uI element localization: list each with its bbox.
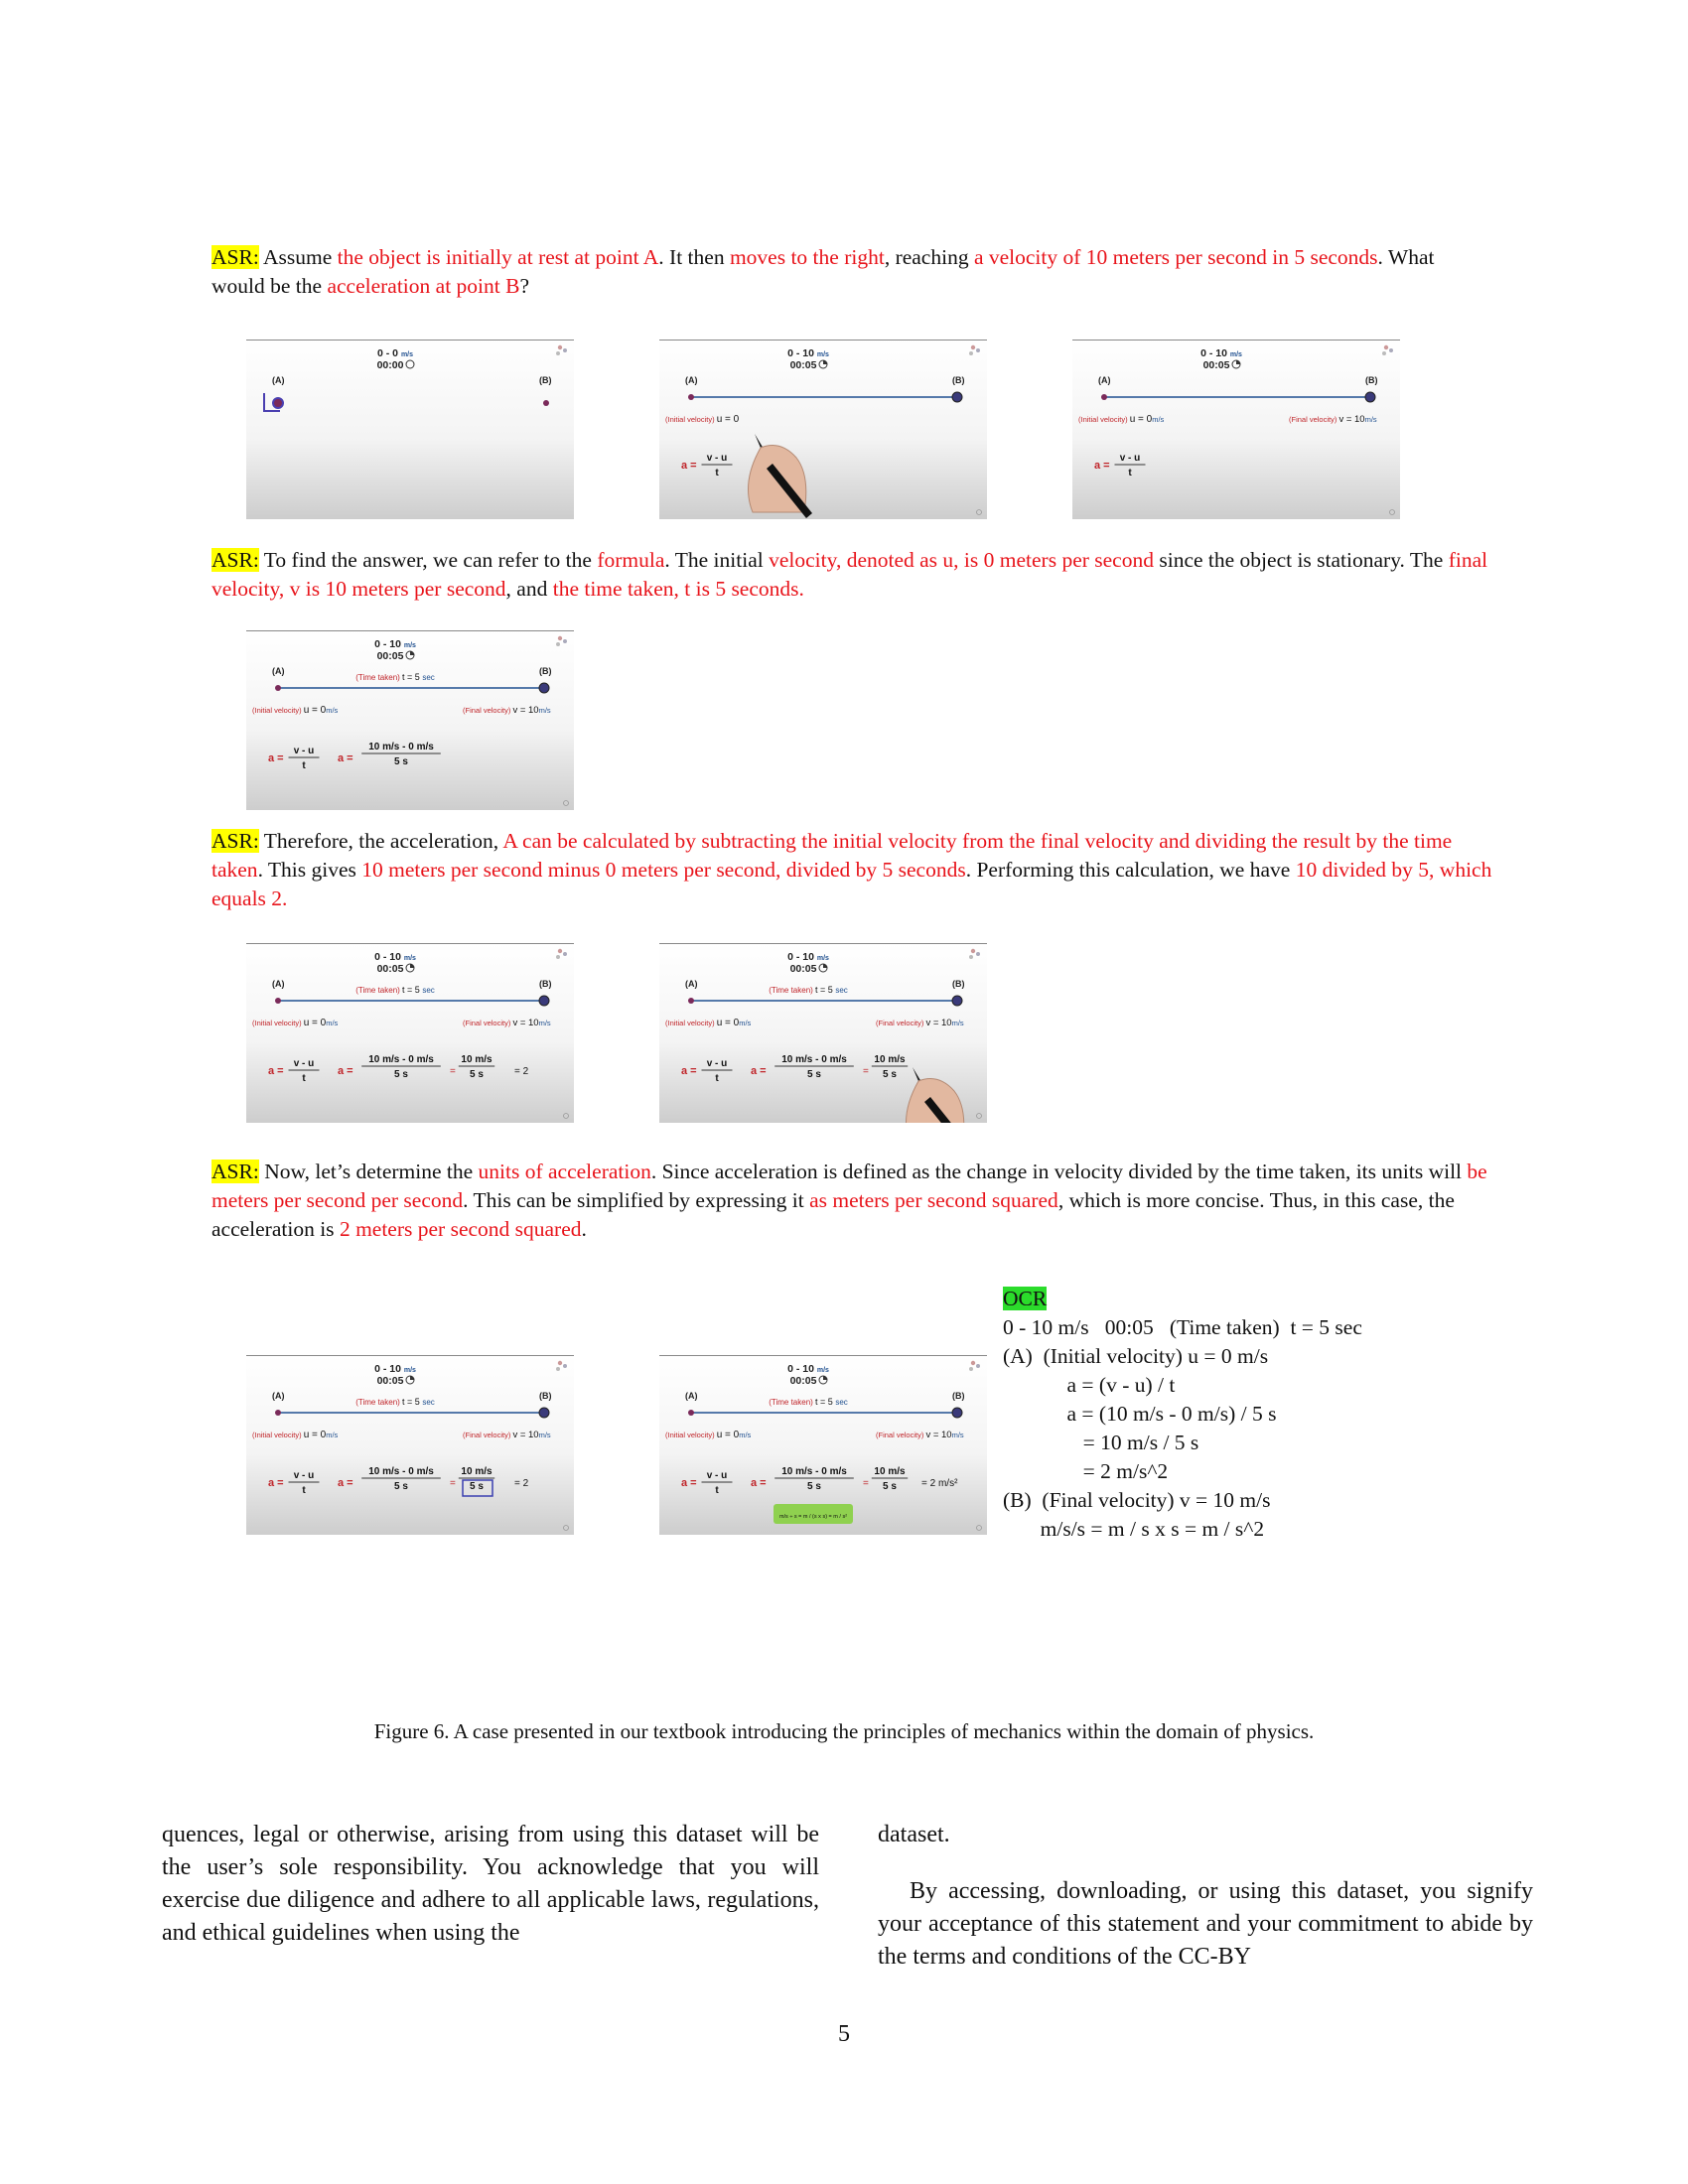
substitution-numerator: 10 m/s - 0 m/s bbox=[368, 1054, 434, 1065]
asr-tag: ASR: bbox=[211, 1160, 259, 1183]
asr-paragraph-3 bbox=[211, 827, 1492, 913]
point-a-marker bbox=[688, 394, 694, 400]
substitution-denominator: 5 s bbox=[394, 756, 408, 767]
acceleration-symbol: a = bbox=[338, 1065, 353, 1077]
final-velocity-label: (Final velocity) v = 10m/s bbox=[463, 1430, 551, 1440]
video-frame-6 bbox=[659, 943, 987, 1123]
final-velocity-label: (Final velocity) v = 10m/s bbox=[876, 1430, 964, 1440]
result-text: = 2 bbox=[514, 1478, 529, 1489]
result-text: = 2 m/s² bbox=[921, 1478, 958, 1489]
point-a-marker bbox=[275, 685, 281, 691]
acceleration-symbol: a = bbox=[268, 1065, 284, 1077]
formula-numerator: v - u bbox=[706, 453, 728, 464]
substitution-denominator: 5 s bbox=[394, 1481, 408, 1492]
frame-drawing bbox=[659, 1355, 987, 1535]
page-number: 5 bbox=[838, 2021, 850, 2047]
asr-text: ? bbox=[519, 274, 529, 298]
asr-highlight-text: the time taken, t is 5 seconds. bbox=[552, 577, 804, 601]
ocr-line: = 10 m/s / 5 s bbox=[1003, 1431, 1199, 1454]
video-frame-8 bbox=[659, 1355, 987, 1535]
frame-background bbox=[246, 943, 574, 1123]
asr-text: . This gives bbox=[257, 858, 362, 882]
point-b-label: (B) bbox=[539, 375, 552, 385]
asr-text: since the object is stationary. The bbox=[1153, 548, 1449, 572]
point-a-marker bbox=[275, 1410, 281, 1416]
formula-numerator: v - u bbox=[293, 1058, 315, 1069]
asr-highlight-text: 2 meters per second squared bbox=[339, 1217, 582, 1241]
formula-numerator: v - u bbox=[706, 1470, 728, 1481]
asr-text: . The initial bbox=[664, 548, 770, 572]
asr-text: Therefore, the acceleration, bbox=[258, 829, 503, 853]
substitution-numerator: 10 m/s - 0 m/s bbox=[368, 742, 434, 752]
formula-numerator: v - u bbox=[1119, 453, 1141, 464]
point-b-marker bbox=[952, 1408, 962, 1418]
time-taken-label: (Time taken) t = 5 sec bbox=[769, 985, 848, 995]
speed-readout: 0 - 0 m/s bbox=[377, 347, 413, 359]
asr-tag: ASR: bbox=[211, 829, 259, 853]
speed-readout: 0 - 10 m/s bbox=[787, 1363, 829, 1375]
speed-readout: 0 - 10 m/s bbox=[1200, 347, 1242, 359]
formula-denominator: t bbox=[302, 760, 306, 771]
initial-velocity-label: (Initial velocity) u = 0m/s bbox=[252, 1018, 339, 1028]
point-a-label: (A) bbox=[272, 375, 285, 385]
point-b-label: (B) bbox=[952, 979, 965, 989]
point-b-label: (B) bbox=[952, 375, 965, 385]
ocr-line: 0 - 10 m/s 00:05 (Time taken) t = 5 sec bbox=[1003, 1315, 1362, 1339]
formula-denominator: t bbox=[302, 1073, 306, 1084]
equals-sign: = bbox=[450, 1478, 456, 1489]
asr-text: Now, let’s determine the bbox=[258, 1160, 479, 1183]
substitution-denominator: 5 s bbox=[807, 1481, 821, 1492]
initial-velocity-label: (Initial velocity) u = 0m/s bbox=[252, 705, 339, 716]
ocr-line: = 2 m/s^2 bbox=[1003, 1459, 1169, 1483]
point-b-label: (B) bbox=[539, 979, 552, 989]
point-a-label: (A) bbox=[272, 666, 285, 676]
equals-sign: = bbox=[863, 1066, 869, 1077]
point-b-marker bbox=[539, 996, 549, 1006]
asr-highlight-text: acceleration at point B bbox=[327, 274, 520, 298]
point-b-marker bbox=[952, 392, 962, 402]
point-a-label: (A) bbox=[272, 1391, 285, 1401]
asr-text: . bbox=[581, 1217, 587, 1241]
asr-highlight-text: A can be calculated by subtracting the initial velocity from the final velocity and dividing the result by the time taken bbox=[211, 829, 1453, 882]
asr-paragraph-2 bbox=[211, 546, 1492, 604]
initial-velocity-label: (Initial velocity) u = 0m/s bbox=[1078, 414, 1165, 425]
simplified-denominator: 5 s bbox=[470, 1481, 484, 1492]
point-a-marker bbox=[688, 998, 694, 1004]
asr-tag: ASR: bbox=[211, 548, 259, 572]
right-column-text-1: dataset. bbox=[878, 1822, 950, 1847]
asr-text: Assume bbox=[258, 245, 338, 269]
left-column-text: quences, legal or otherwise, arising from using this dataset will be the user’s sole responsibility. You acknowledge that you will exercise due diligence and adhere to all applicable laws, regulations, and ethical guidelines when using the bbox=[162, 1822, 819, 1946]
formula-denominator: t bbox=[302, 1485, 306, 1496]
point-b-marker bbox=[952, 996, 962, 1006]
acceleration-symbol: a = bbox=[1094, 460, 1110, 472]
substitution-numerator: 10 m/s - 0 m/s bbox=[781, 1466, 847, 1477]
units-box-text: m/s ÷ s = m / (s x s) = m / s² bbox=[778, 1514, 848, 1520]
formula-numerator: v - u bbox=[706, 1058, 728, 1069]
speed-readout: 0 - 10 m/s bbox=[787, 951, 829, 963]
asr-paragraph-1 bbox=[211, 243, 1492, 301]
acceleration-symbol: a = bbox=[751, 1477, 767, 1489]
asr-text: . Performing this calculation, we have bbox=[965, 858, 1296, 882]
substitution-denominator: 5 s bbox=[807, 1069, 821, 1080]
time-taken-label: (Time taken) t = 5 sec bbox=[355, 672, 435, 682]
simplified-denominator: 5 s bbox=[470, 1069, 484, 1080]
simplified-numerator: 10 m/s bbox=[874, 1466, 906, 1477]
simplified-numerator: 10 m/s bbox=[461, 1054, 492, 1065]
substitution-numerator: 10 m/s - 0 m/s bbox=[781, 1054, 847, 1065]
video-frame-4 bbox=[246, 630, 574, 810]
frame-background bbox=[1072, 340, 1400, 519]
video-frame-7 bbox=[246, 1355, 574, 1535]
formula-denominator: t bbox=[1128, 468, 1132, 478]
point-b-label: (B) bbox=[1365, 375, 1378, 385]
point-a-marker bbox=[1101, 394, 1107, 400]
simplified-denominator: 5 s bbox=[883, 1069, 897, 1080]
final-velocity-label: (Final velocity) v = 10m/s bbox=[463, 705, 551, 716]
asr-text: . It then bbox=[658, 245, 730, 269]
equals-sign: = bbox=[863, 1478, 869, 1489]
right-column-text-2: By accessing, downloading, or using this dataset, you signify your acceptance of this statement and your commitment to abide by the terms and conditions of the CC-BY bbox=[878, 1878, 1533, 1970]
asr-highlight-text: moves to the right bbox=[729, 245, 885, 269]
point-a-marker bbox=[688, 1410, 694, 1416]
video-frame-1 bbox=[246, 340, 574, 519]
acceleration-symbol: a = bbox=[268, 1477, 284, 1489]
initial-velocity-label: (Initial velocity) u = 0m/s bbox=[665, 1430, 752, 1440]
speed-readout: 0 - 10 m/s bbox=[374, 951, 416, 963]
formula-denominator: t bbox=[715, 1073, 719, 1084]
simplified-numerator: 10 m/s bbox=[874, 1054, 906, 1065]
ocr-line: m/s/s = m / s x s = m / s^2 bbox=[1003, 1517, 1265, 1541]
acceleration-symbol: a = bbox=[681, 460, 697, 472]
acceleration-symbol: a = bbox=[338, 1477, 353, 1489]
time-readout: 00:05 bbox=[1202, 359, 1230, 371]
final-velocity-label: (Final velocity) v = 10m/s bbox=[876, 1018, 964, 1028]
video-frame-5 bbox=[246, 943, 574, 1123]
asr-highlight-text: the object is initially at rest at point A bbox=[337, 245, 659, 269]
asr-text: . Since acceleration is defined as the change in velocity divided by the time taken, its units will bbox=[650, 1160, 1468, 1183]
asr-text: . This can be simplified by expressing it bbox=[463, 1188, 810, 1212]
frame-background bbox=[246, 340, 574, 519]
frame-drawing bbox=[659, 340, 987, 519]
asr-highlight-text: 10 meters per second minus 0 meters per second, divided by 5 seconds bbox=[361, 858, 966, 882]
frame-background bbox=[246, 630, 574, 810]
time-readout: 00:00 bbox=[376, 359, 404, 371]
asr-highlight-text: final velocity, v is 10 meters per second bbox=[211, 548, 1488, 601]
time-taken-label: (Time taken) t = 5 sec bbox=[355, 985, 435, 995]
point-b-label: (B) bbox=[539, 1391, 552, 1401]
asr-tag: ASR: bbox=[211, 245, 259, 269]
asr-text: , reaching bbox=[884, 245, 974, 269]
point-a-label: (A) bbox=[272, 979, 285, 989]
ocr-line: (A) (Initial velocity) u = 0 m/s bbox=[1003, 1344, 1269, 1368]
initial-velocity-label: (Initial velocity) u = 0 bbox=[665, 414, 740, 425]
asr-text: To find the answer, we can refer to the bbox=[258, 548, 598, 572]
time-readout: 00:05 bbox=[376, 1375, 404, 1387]
acceleration-symbol: a = bbox=[338, 752, 353, 764]
substitution-denominator: 5 s bbox=[394, 1069, 408, 1080]
ocr-block bbox=[1003, 1285, 1362, 1544]
final-velocity-label: (Final velocity) v = 10m/s bbox=[1289, 414, 1377, 425]
time-taken-label: (Time taken) t = 5 sec bbox=[355, 1397, 435, 1407]
frame-drawing bbox=[246, 1355, 574, 1535]
frame-drawing bbox=[659, 943, 987, 1123]
formula-numerator: v - u bbox=[293, 1470, 315, 1481]
asr-text: , and bbox=[505, 577, 553, 601]
time-taken-label: (Time taken) t = 5 sec bbox=[769, 1397, 848, 1407]
asr-highlight-text: formula bbox=[597, 548, 665, 572]
point-a-marker bbox=[273, 398, 283, 408]
frame-background bbox=[659, 340, 987, 519]
point-a-marker bbox=[275, 998, 281, 1004]
frame-background bbox=[246, 1355, 574, 1535]
point-b-marker bbox=[543, 400, 549, 406]
point-b-marker bbox=[539, 1408, 549, 1418]
ocr-tag: OCR bbox=[1003, 1287, 1048, 1310]
asr-highlight-text: as meters per second squared bbox=[809, 1188, 1058, 1212]
time-readout: 00:05 bbox=[789, 1375, 817, 1387]
asr-highlight-text: a velocity of 10 meters per second in 5 seconds bbox=[973, 245, 1378, 269]
final-velocity-label: (Final velocity) v = 10m/s bbox=[463, 1018, 551, 1028]
initial-velocity-label: (Initial velocity) u = 0m/s bbox=[252, 1430, 339, 1440]
video-frame-2 bbox=[659, 340, 987, 519]
ocr-line: a = (10 m/s - 0 m/s) / 5 s bbox=[1003, 1402, 1277, 1426]
asr-highlight-text: 10 divided by 5, which equals 2. bbox=[211, 858, 1492, 910]
figure-caption: Figure 6. A case presented in our textbook introducing the principles of mechanics within the domain of physics. bbox=[373, 1719, 1315, 1743]
asr-highlight-text: units of acceleration bbox=[478, 1160, 651, 1183]
asr-highlight-text: be meters per second per second bbox=[211, 1160, 1487, 1212]
frame-drawing bbox=[246, 943, 574, 1123]
point-b-marker bbox=[539, 683, 549, 693]
video-frame-3 bbox=[1072, 340, 1400, 519]
ocr-line: a = (v - u) / t bbox=[1003, 1373, 1176, 1397]
point-b-label: (B) bbox=[952, 1391, 965, 1401]
acceleration-symbol: a = bbox=[681, 1065, 697, 1077]
asr-paragraph-4 bbox=[211, 1158, 1492, 1244]
asr-highlight-text: velocity, denoted as u, is 0 meters per second bbox=[769, 548, 1154, 572]
result-text: = 2 bbox=[514, 1066, 529, 1077]
acceleration-symbol: a = bbox=[751, 1065, 767, 1077]
point-a-label: (A) bbox=[1098, 375, 1111, 385]
equals-sign: = bbox=[450, 1066, 456, 1077]
simplified-denominator: 5 s bbox=[883, 1481, 897, 1492]
substitution-numerator: 10 m/s - 0 m/s bbox=[368, 1466, 434, 1477]
formula-numerator: v - u bbox=[293, 746, 315, 756]
speed-readout: 0 - 10 m/s bbox=[374, 1363, 416, 1375]
frame-drawing bbox=[246, 630, 574, 810]
initial-velocity-label: (Initial velocity) u = 0m/s bbox=[665, 1018, 752, 1028]
point-a-label: (A) bbox=[685, 1391, 698, 1401]
point-b-marker bbox=[1365, 392, 1375, 402]
asr-text: . What would be the bbox=[211, 245, 1435, 298]
time-readout: 00:05 bbox=[376, 650, 404, 662]
speed-readout: 0 - 10 m/s bbox=[374, 638, 416, 650]
time-readout: 00:05 bbox=[789, 963, 817, 975]
speed-readout: 0 - 10 m/s bbox=[787, 347, 829, 359]
formula-denominator: t bbox=[715, 468, 719, 478]
frame-drawing bbox=[1072, 340, 1400, 519]
asr-text: , which is more concise. Thus, in this case, the acceleration is bbox=[211, 1188, 1455, 1241]
frame-drawing bbox=[246, 340, 574, 519]
point-b-label: (B) bbox=[539, 666, 552, 676]
simplified-numerator: 10 m/s bbox=[461, 1466, 492, 1477]
acceleration-symbol: a = bbox=[681, 1477, 697, 1489]
point-a-label: (A) bbox=[685, 375, 698, 385]
ocr-line: (B) (Final velocity) v = 10 m/s bbox=[1003, 1488, 1271, 1512]
formula-denominator: t bbox=[715, 1485, 719, 1496]
point-a-label: (A) bbox=[685, 979, 698, 989]
time-readout: 00:05 bbox=[789, 359, 817, 371]
time-readout: 00:05 bbox=[376, 963, 404, 975]
acceleration-symbol: a = bbox=[268, 752, 284, 764]
